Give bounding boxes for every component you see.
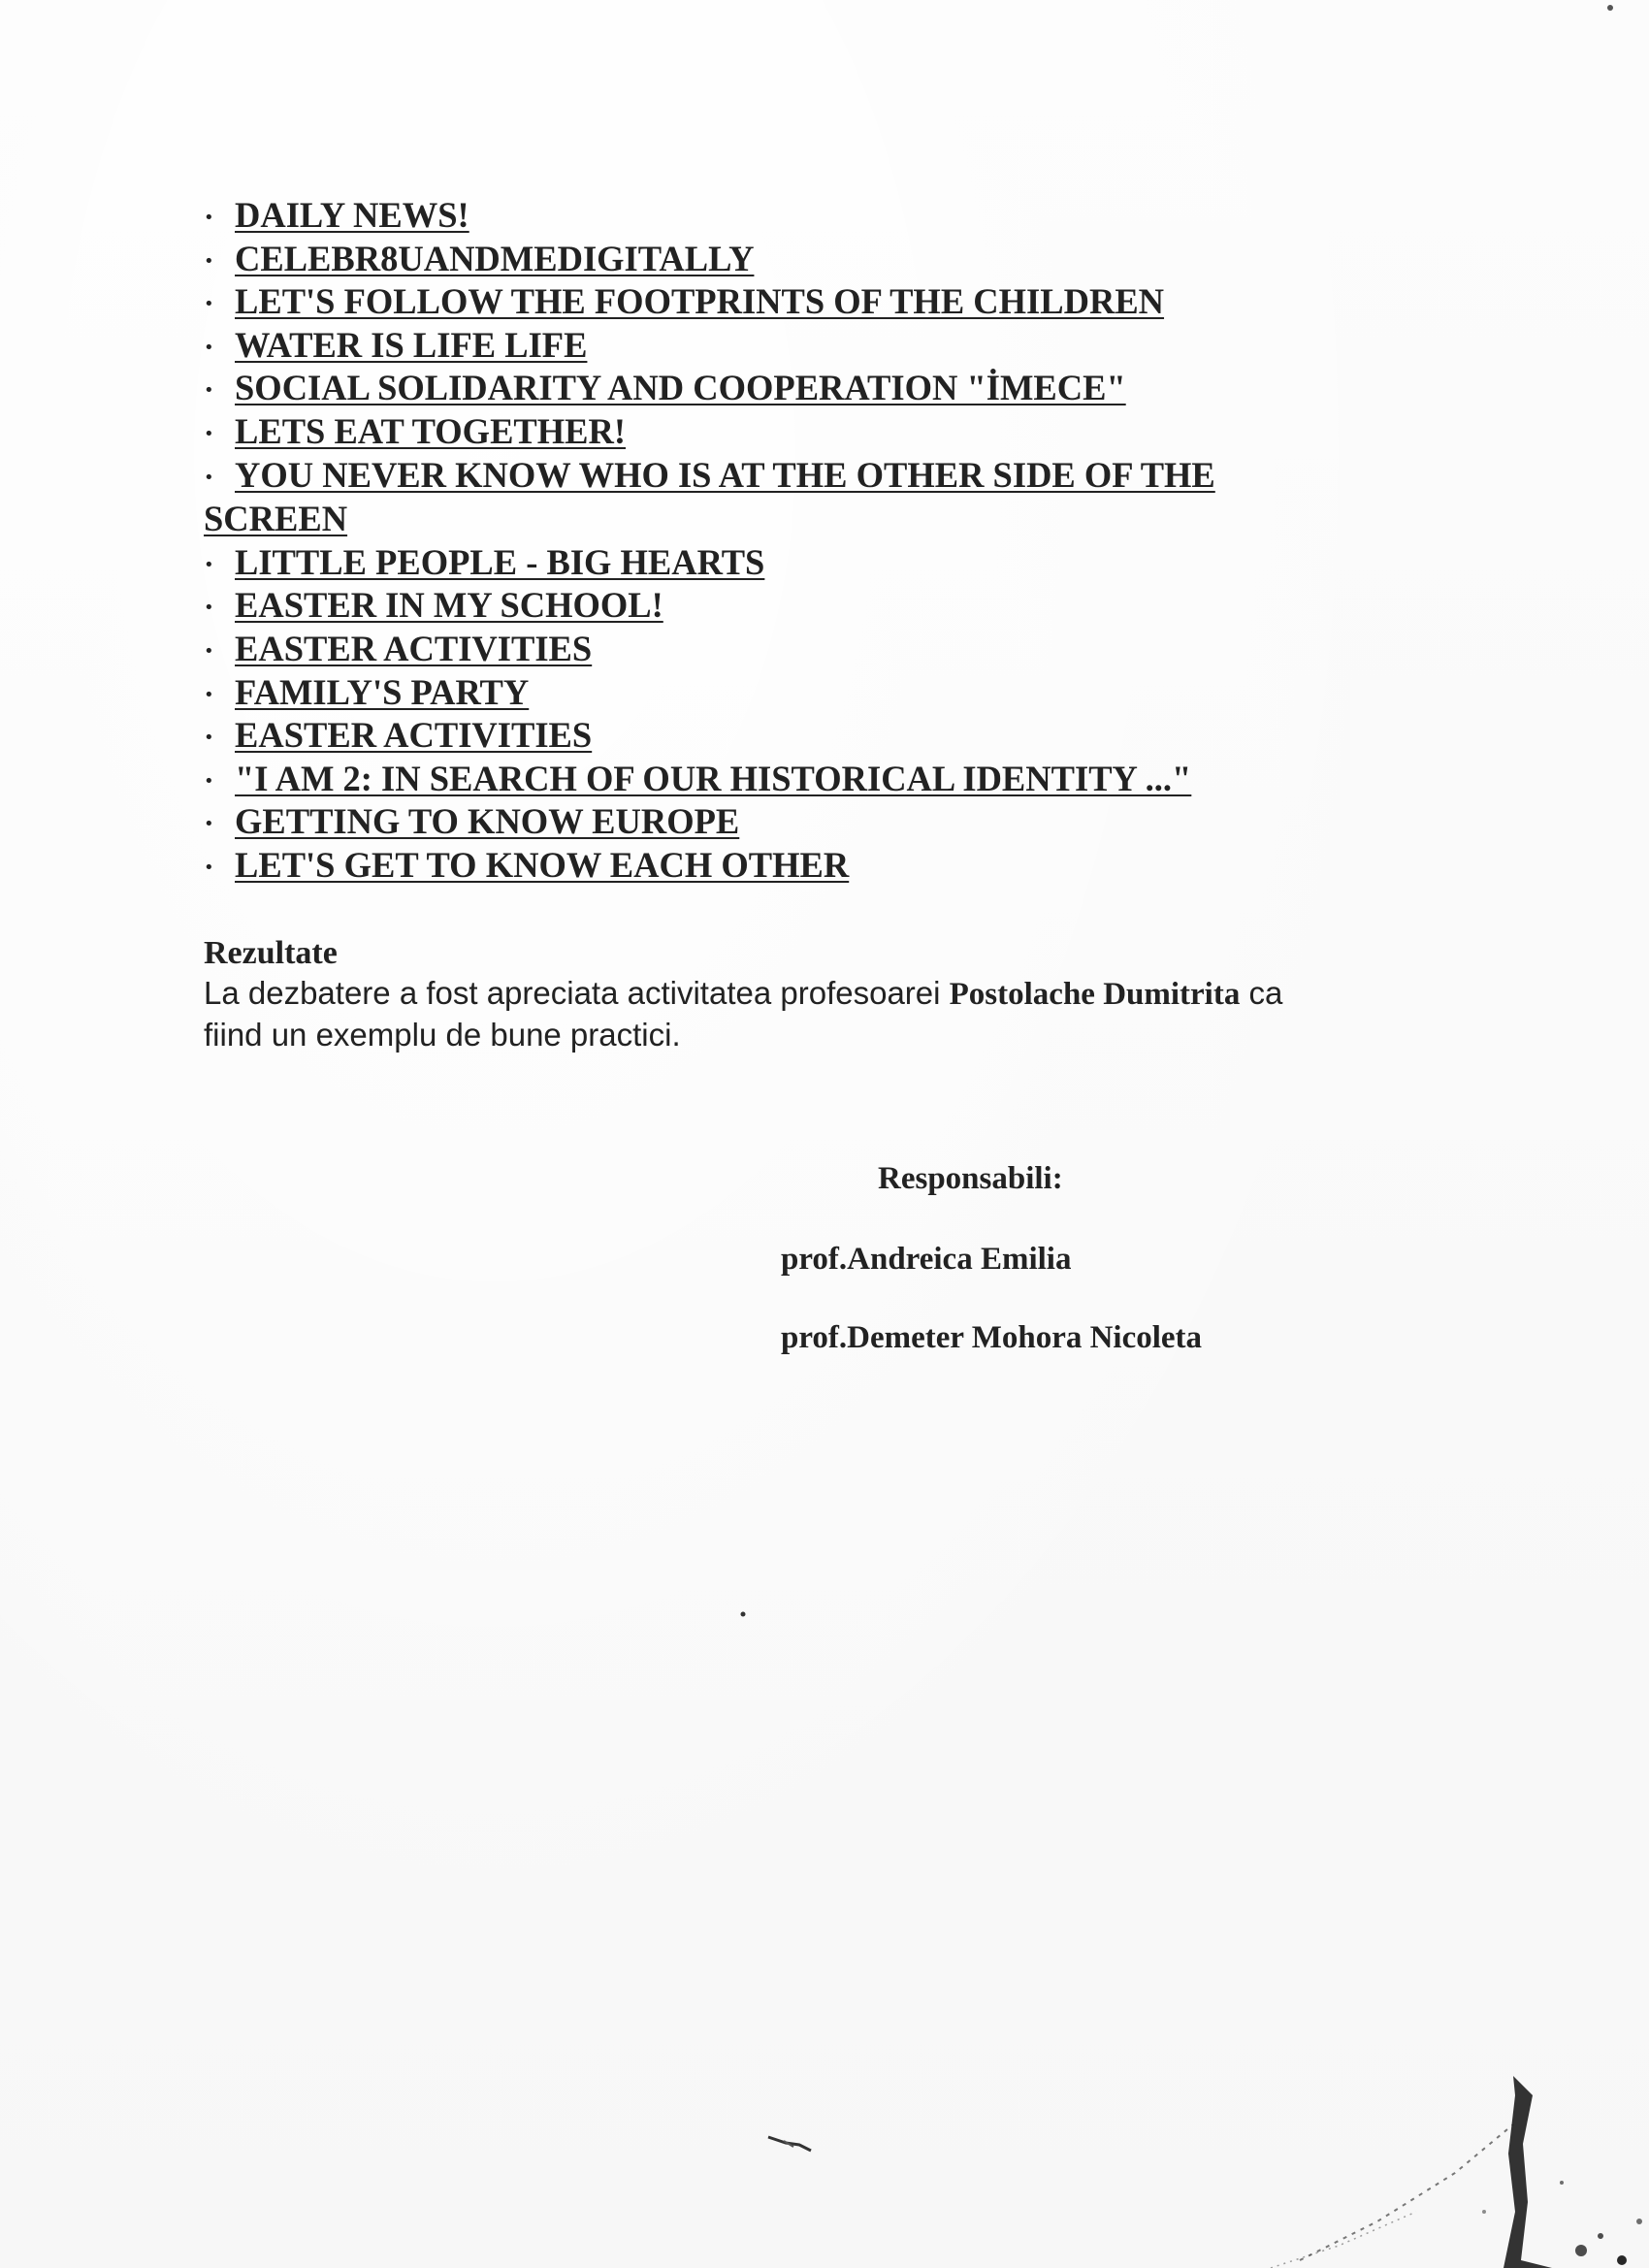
list-item	[204, 758, 1368, 801]
activity-title: EASTER IN MY SCHOOL!	[235, 585, 663, 626]
list-item	[204, 367, 1368, 410]
activity-title: "I AM 2: IN SEARCH OF OUR HISTORICAL IDENTITY ..."	[235, 758, 1192, 798]
scan-speck	[766, 2129, 815, 2158]
list-item	[204, 714, 1368, 758]
list-item	[204, 324, 1368, 368]
responsible-name: prof.Andreica Emilia	[781, 1242, 1072, 1277]
activity-title: EASTER ACTIVITIES	[235, 715, 593, 756]
responsible-name: prof.Demeter Mohora Nicoleta	[781, 1320, 1203, 1355]
list-item	[204, 628, 1368, 671]
activity-title: WATER IS LIFE LIFE	[235, 324, 588, 365]
list-item	[204, 844, 1368, 888]
activity-title: SOCIAL SOLIDARITY AND COOPERATION "İMECE"	[235, 368, 1126, 408]
responsible-heading: Responsabili:	[878, 1161, 1063, 1196]
list-item	[204, 671, 1368, 715]
results-paragraph	[204, 973, 1319, 1055]
bullet: ·	[204, 675, 214, 711]
list-item	[204, 541, 1368, 585]
results-text-after: ca fiind un exemplu de bune practici.	[204, 975, 1283, 1053]
activity-title: FAMILY'S PARTY	[235, 671, 530, 712]
scan-corner-smudge	[1261, 2066, 1649, 2268]
bullet: ·	[204, 545, 214, 581]
bullet: ·	[204, 242, 214, 277]
scan-dot	[1600, 0, 1620, 14]
list-item	[204, 454, 1300, 541]
list-item	[204, 800, 1368, 844]
bullet: ·	[204, 719, 214, 755]
teacher-name: Postolache Dumitrita	[949, 977, 1241, 1012]
results-heading: Rezultate	[204, 935, 338, 971]
bullet: ·	[204, 328, 214, 364]
activity-title: CELEBR8UANDMEDIGITALLY	[235, 238, 755, 278]
bullet: ·	[204, 372, 214, 407]
bullet: ·	[204, 589, 214, 625]
activity-title: GETTING TO KNOW EUROPE	[235, 801, 740, 842]
activity-title: EASTER ACTIVITIES	[235, 628, 593, 668]
list-item	[204, 584, 1368, 628]
list-item	[204, 238, 1368, 281]
bullet: ·	[204, 761, 214, 797]
list-item	[204, 194, 1368, 238]
bullet: ·	[204, 848, 214, 884]
activity-title: LITTLE PEOPLE - BIG HEARTS	[235, 541, 765, 582]
activity-title: LET'S FOLLOW THE FOOTPRINTS OF THE CHILDREN	[235, 281, 1165, 322]
activity-title: LETS EAT TOGETHER!	[235, 410, 627, 451]
bullet: ·	[204, 414, 214, 450]
bullet: ·	[204, 285, 214, 321]
bullet: ·	[204, 632, 214, 667]
bullet: ·	[204, 199, 214, 234]
activity-title: DAILY NEWS!	[235, 195, 469, 235]
list-item	[204, 280, 1368, 324]
bullet: ·	[204, 458, 214, 494]
activity-title: LET'S GET TO KNOW EACH OTHER	[235, 844, 850, 885]
activity-title: YOU NEVER KNOW WHO IS AT THE OTHER SIDE OF THE SCREEN	[204, 454, 1215, 539]
results-text-before: La dezbatere a fost apreciata activitatea profesoarei	[204, 975, 950, 1011]
bullet: ·	[204, 805, 214, 841]
list-item	[204, 410, 1368, 454]
activities-list	[204, 194, 1368, 888]
scan-dot	[739, 1610, 747, 1618]
